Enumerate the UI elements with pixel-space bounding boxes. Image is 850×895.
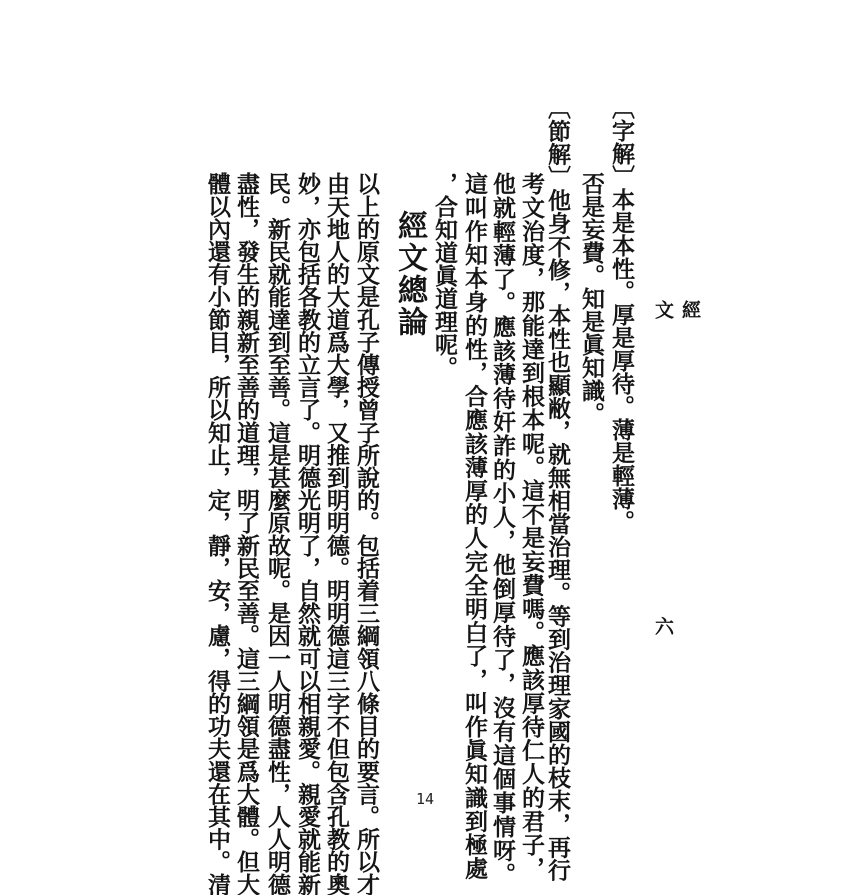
text-column-body-4: 民。新民就能達到至善。這是甚麼原故呢。是因一人明德盡性，人人明德 bbox=[264, 172, 291, 895]
section-heading: 經文總論 bbox=[392, 210, 427, 338]
text-column-jiejie-3: 他就輕薄了。應該薄待奸詐的小人，他倒厚待了，沒有這個事情呀。 bbox=[489, 172, 516, 886]
folio-chinese-page-number: 六 bbox=[655, 616, 675, 638]
text-column-body-2: 由天地人的大道爲大學，又推到明明德。明明德這三字不但包含孔教的奧 bbox=[323, 172, 350, 895]
text-column-zijie-2: 否是妄費。知是眞知識。 bbox=[578, 172, 605, 425]
text-column-body-6: 體以內還有小節目，所以知止，定，靜，安，慮，得的功夫還在其中。清 bbox=[204, 172, 231, 895]
text-column-jiejie-2: 考文治度，那能達到根本呢。這不是妄費嗎。應該厚待仁人的君子， bbox=[518, 172, 545, 880]
text-column-body-1: 以上的原文是孔子傳授曾子所說的。包括着三綱領八條目的要言。所以才 bbox=[353, 172, 380, 895]
text-column-jiejie-1: 〔節解〕他身不修，本性也顯敝，就無相當治理。等到治理家國的枝末，再行 bbox=[544, 96, 571, 882]
text-column-jiejie-5: ，合知道眞道理呢。 bbox=[431, 172, 458, 379]
page-number: 14 bbox=[415, 790, 435, 808]
text-column-body-3: 妙，亦包括各教的立言了。明德光明了，自然就可以相親愛。親愛就能新 bbox=[294, 172, 321, 895]
text-column-jiejie-4: 這叫作知本身的性，合應該薄厚的人完全明白了，叫作眞知識到極處 bbox=[461, 172, 488, 880]
text-column-zijie-1: 〔字解〕本是本性。厚是厚待。薄是輕薄。 bbox=[608, 96, 635, 533]
text-column-body-5: 盡性，發生的親新至善的道理，明了新民至善。這三綱領是爲大體。但大 bbox=[233, 172, 260, 895]
running-title: 經 文 bbox=[652, 300, 701, 341]
